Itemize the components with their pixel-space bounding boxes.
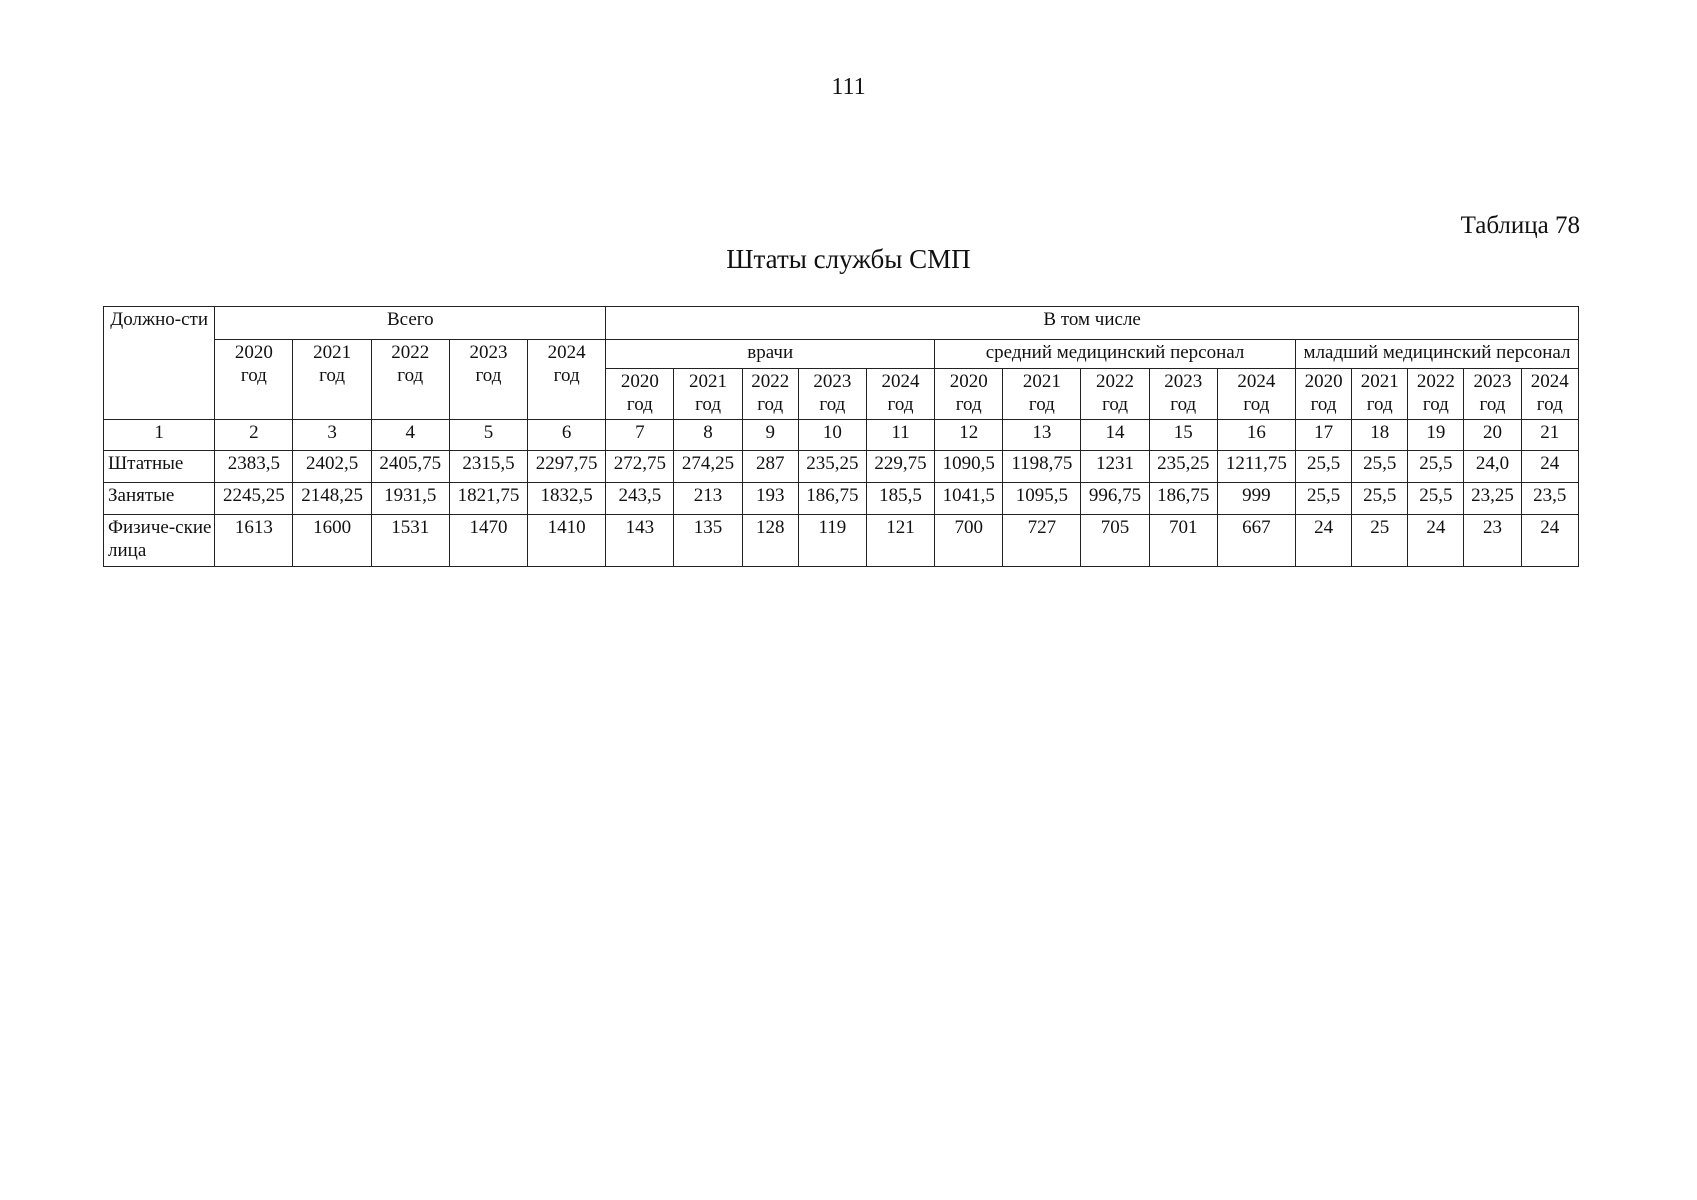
- table-cell: 119: [798, 515, 866, 567]
- column-number: 18: [1352, 420, 1408, 451]
- table-cell: 705: [1081, 515, 1149, 567]
- table-row: [104, 451, 1579, 483]
- table-cell: 2148,25: [293, 483, 371, 515]
- row-label: Занятые: [104, 483, 215, 515]
- table-cell: 1832,5: [528, 483, 606, 515]
- page-number: 111: [831, 74, 866, 100]
- header-group-junior-staff: младший медицинский персонал: [1296, 340, 1579, 369]
- header-subgroup-year: 2021 год: [1352, 369, 1408, 420]
- table-cell: 24: [1521, 451, 1578, 483]
- table-cell: 996,75: [1081, 483, 1149, 515]
- table-cell: 700: [935, 515, 1003, 567]
- header-group-doctors: врачи: [606, 340, 935, 369]
- table-cell: 1095,5: [1003, 483, 1081, 515]
- table-cell: 1410: [528, 515, 606, 567]
- table-cell: 24: [1521, 515, 1578, 567]
- header-total-year-2024: 2024 год: [528, 340, 606, 420]
- column-number: 8: [674, 420, 742, 451]
- table-cell: 23,25: [1464, 483, 1521, 515]
- column-number: 15: [1149, 420, 1217, 451]
- column-number: 9: [742, 420, 798, 451]
- table-cell: 1931,5: [371, 483, 449, 515]
- table-cell: 25,5: [1352, 483, 1408, 515]
- header-total-year-2023: 2023 год: [449, 340, 527, 420]
- table-cell: 2315,5: [449, 451, 527, 483]
- table-cell: 143: [606, 515, 674, 567]
- table-cell: 1531: [371, 515, 449, 567]
- table-cell: 121: [866, 515, 934, 567]
- header-total: Всего: [215, 307, 606, 340]
- table-cell: 23,5: [1521, 483, 1578, 515]
- row-label: Физиче-ские лица: [104, 515, 215, 567]
- table-cell: 235,25: [1149, 451, 1217, 483]
- column-number: 13: [1003, 420, 1081, 451]
- table-title: Штаты службы СМП: [726, 244, 971, 274]
- header-subgroup-year: 2020 год: [606, 369, 674, 420]
- header-subgroup-year: 2024 год: [1217, 369, 1295, 420]
- column-number: 16: [1217, 420, 1295, 451]
- table-cell: 274,25: [674, 451, 742, 483]
- table-cell: 25,5: [1296, 451, 1352, 483]
- table-cell: 1231: [1081, 451, 1149, 483]
- header-subgroup-year: 2021 год: [1003, 369, 1081, 420]
- table-cell: 235,25: [798, 451, 866, 483]
- table-cell: 135: [674, 515, 742, 567]
- table-row: [104, 515, 1579, 567]
- table-cell: 272,75: [606, 451, 674, 483]
- column-number: 6: [528, 420, 606, 451]
- table-row: [104, 483, 1579, 515]
- header-subgroup-year: 2024 год: [1521, 369, 1578, 420]
- column-number: 5: [449, 420, 527, 451]
- table-cell: 24: [1296, 515, 1352, 567]
- column-number: 11: [866, 420, 934, 451]
- header-subgroup-year: 2023 год: [1464, 369, 1521, 420]
- table-cell: 25,5: [1296, 483, 1352, 515]
- header-subgroup-year: 2022 год: [1408, 369, 1464, 420]
- table-cell: 1211,75: [1217, 451, 1295, 483]
- header-subgroup-year: 2021 год: [674, 369, 742, 420]
- table-cell: 128: [742, 515, 798, 567]
- table-cell: 2405,75: [371, 451, 449, 483]
- table-cell: 1613: [215, 515, 293, 567]
- table-cell: 25,5: [1352, 451, 1408, 483]
- table-cell: 287: [742, 451, 798, 483]
- header-including: В том числе: [606, 307, 1579, 340]
- table-cell: 213: [674, 483, 742, 515]
- table-cell: 24: [1408, 515, 1464, 567]
- table-cell: 1821,75: [449, 483, 527, 515]
- table-cell: 25: [1352, 515, 1408, 567]
- column-number: 1: [104, 420, 215, 451]
- column-number: 14: [1081, 420, 1149, 451]
- header-subgroup-year: 2024 год: [866, 369, 934, 420]
- header-subgroup-year: 2023 год: [1149, 369, 1217, 420]
- column-number: 3: [293, 420, 371, 451]
- table-cell: 1198,75: [1003, 451, 1081, 483]
- table-cell: 186,75: [1149, 483, 1217, 515]
- staff-table: [103, 306, 1579, 567]
- header-total-year-2022: 2022 год: [371, 340, 449, 420]
- table-cell: 727: [1003, 515, 1081, 567]
- column-number: 4: [371, 420, 449, 451]
- header-subgroup-year: 2023 год: [798, 369, 866, 420]
- header-position: Должно-сти: [104, 307, 215, 420]
- table-caption: Таблица 78: [1460, 212, 1580, 239]
- column-number: 20: [1464, 420, 1521, 451]
- table-cell: 1041,5: [935, 483, 1003, 515]
- table-cell: 193: [742, 483, 798, 515]
- column-number: 2: [215, 420, 293, 451]
- table-cell: 2402,5: [293, 451, 371, 483]
- column-number: 17: [1296, 420, 1352, 451]
- table-cell: 243,5: [606, 483, 674, 515]
- header-subgroup-year: 2020 год: [1296, 369, 1352, 420]
- table-cell: 667: [1217, 515, 1295, 567]
- column-number: 19: [1408, 420, 1464, 451]
- table-cell: 1470: [449, 515, 527, 567]
- table-cell: 2297,75: [528, 451, 606, 483]
- row-label: Штатные: [104, 451, 215, 483]
- column-number: 21: [1521, 420, 1578, 451]
- header-total-year-2020: 2020 год: [215, 340, 293, 420]
- table-cell: 1600: [293, 515, 371, 567]
- header-group-middle-staff: средний медицинский персонал: [935, 340, 1296, 369]
- header-subgroup-year: 2022 год: [1081, 369, 1149, 420]
- header-total-year-2021: 2021 год: [293, 340, 371, 420]
- column-number: 12: [935, 420, 1003, 451]
- header-subgroup-year: 2020 год: [935, 369, 1003, 420]
- table-cell: 2383,5: [215, 451, 293, 483]
- table-cell: 25,5: [1408, 451, 1464, 483]
- table-cell: 2245,25: [215, 483, 293, 515]
- table-cell: 1090,5: [935, 451, 1003, 483]
- table-cell: 999: [1217, 483, 1295, 515]
- table-cell: 25,5: [1408, 483, 1464, 515]
- table-cell: 701: [1149, 515, 1217, 567]
- table-cell: 229,75: [866, 451, 934, 483]
- column-number: 10: [798, 420, 866, 451]
- table-cell: 23: [1464, 515, 1521, 567]
- header-subgroup-year: 2022 год: [742, 369, 798, 420]
- table-cell: 24,0: [1464, 451, 1521, 483]
- table-cell: 185,5: [866, 483, 934, 515]
- column-number: 7: [606, 420, 674, 451]
- table-cell: 186,75: [798, 483, 866, 515]
